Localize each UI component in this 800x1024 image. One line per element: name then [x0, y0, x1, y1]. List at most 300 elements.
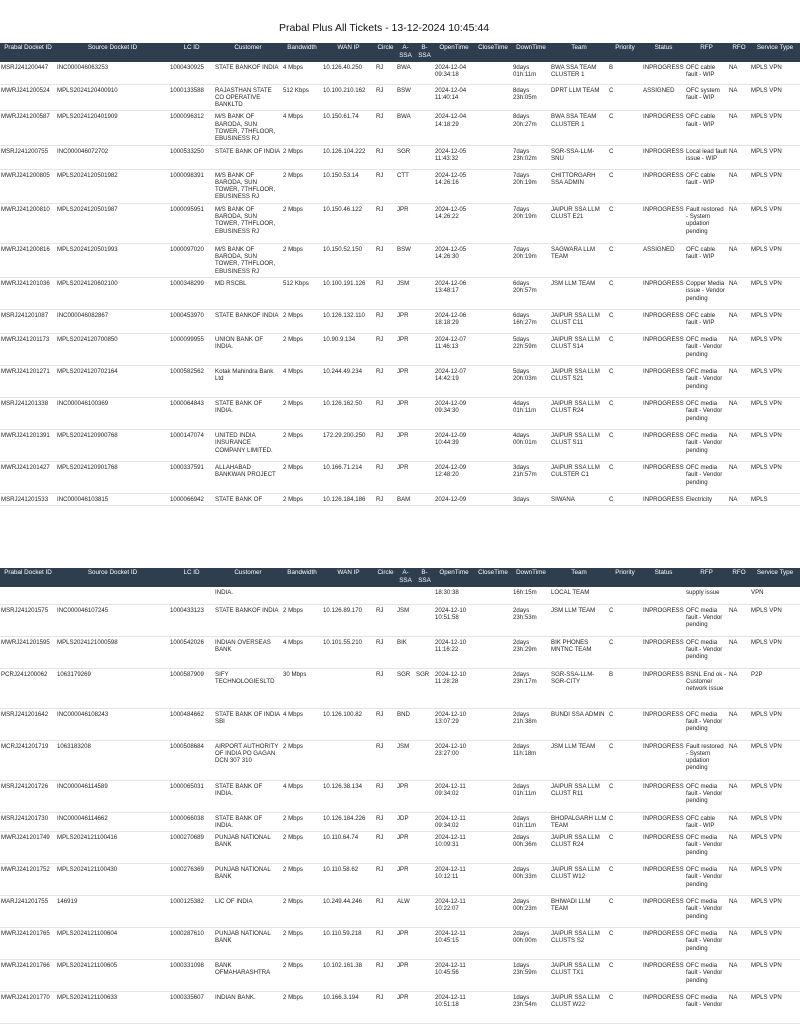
table-row	[0, 604, 800, 636]
cell-wan-ip: 10.126.184.186	[322, 493, 375, 505]
cell-prabal-docket-id: MSRJ241200755	[0, 145, 56, 169]
cell-team: BWA SSA TEAM CLUSTER 1	[550, 111, 608, 145]
cell-circle: RJ	[375, 493, 396, 505]
cell-down-time: 7days 20h:19m	[512, 203, 550, 243]
cell-down-time: 4days 00h:01m	[512, 429, 550, 461]
cell-prabal-docket-id: MWRJ241201765	[0, 928, 56, 960]
cell-source-docket-id: INC000046082867	[56, 309, 169, 333]
cell-close-time	[474, 365, 512, 397]
cell-rfo: NA	[728, 864, 750, 896]
cell-rfo: NA	[728, 365, 750, 397]
cell-status: INPROGRESS	[642, 636, 685, 668]
cell-b-ssa	[415, 740, 434, 780]
cell-lc-id: 1000433123	[169, 604, 214, 636]
cell-bandwidth: 2 Mbps	[282, 397, 322, 429]
cell-rfo: NA	[728, 277, 750, 309]
cell-customer: AIRPORT AUTHORITY OF INDIA PO GAGAN DCN 307 310	[214, 740, 282, 780]
table-row	[0, 145, 800, 169]
cell-close-time	[474, 928, 512, 960]
cell-a-ssa: CTT	[396, 169, 415, 203]
cell-circle: RJ	[375, 461, 396, 493]
cell-bandwidth: 4 Mbps	[282, 111, 322, 145]
cell-priority: C	[608, 864, 642, 896]
table-row	[0, 587, 800, 604]
cell-priority: C	[608, 493, 642, 505]
table-row	[0, 461, 800, 493]
cell-team: SAGWARA LLM TEAM	[550, 243, 608, 277]
cell-b-ssa	[415, 277, 434, 309]
table-row	[0, 992, 800, 1024]
table-row	[0, 636, 800, 668]
cell-status: INPROGRESS	[642, 365, 685, 397]
cell-status: INPROGRESS	[642, 145, 685, 169]
cell-b-ssa	[415, 636, 434, 668]
cell-circle: RJ	[375, 928, 396, 960]
cell-rfp: OFC cable fault - WIP	[685, 812, 728, 832]
cell-circle: RJ	[375, 145, 396, 169]
cell-lc-id: 1000533250	[169, 145, 214, 169]
cell-rfp: OFC system fault - WIP	[685, 84, 728, 111]
cell-lc-id: 1000348299	[169, 277, 214, 309]
cell-close-time	[474, 896, 512, 928]
cell-customer: Kotak Mahindra Bank Ltd	[214, 365, 282, 397]
cell-bandwidth: 2 Mbps	[282, 493, 322, 505]
column-header-service-type: Service Type	[750, 568, 800, 587]
cell-rfp: OFC media fault - Vendor pending	[685, 780, 728, 812]
cell-service-type: MPLS VPN	[750, 812, 800, 832]
cell-rfo: NA	[728, 333, 750, 365]
cell-circle: RJ	[375, 604, 396, 636]
cell-bandwidth: 2 Mbps	[282, 604, 322, 636]
cell-prabal-docket-id: MWRJ241201752	[0, 864, 56, 896]
cell-source-docket-id: MPLS2024120400910	[56, 84, 169, 111]
cell-priority: C	[608, 740, 642, 780]
cell-open-time: 2024-12-11 10:22:07	[434, 896, 474, 928]
cell-service-type: MPLS VPN	[750, 397, 800, 429]
cell-priority: C	[608, 928, 642, 960]
cell-rfo: NA	[728, 992, 750, 1024]
cell-priority: C	[608, 365, 642, 397]
cell-b-ssa	[415, 493, 434, 505]
table-body	[0, 587, 800, 1024]
cell-team: SGR-SSA-LLM-SGR-CITY	[550, 668, 608, 708]
column-header-customer: Customer	[214, 43, 282, 62]
table-row	[0, 740, 800, 780]
cell-rfo: NA	[728, 928, 750, 960]
cell-a-ssa: JPR	[396, 203, 415, 243]
cell-customer: STATE BANK OF INDIA.	[214, 812, 282, 832]
cell-priority: C	[608, 812, 642, 832]
cell-rfo: NA	[728, 111, 750, 145]
column-header-bandwidth: Bandwidth	[282, 568, 322, 587]
cell-rfp: OFC media fault - Vendor pending	[685, 636, 728, 668]
cell-bandwidth: 2 Mbps	[282, 832, 322, 864]
cell-source-docket-id: MPLS2024120702164	[56, 365, 169, 397]
cell-service-type: MPLS VPN	[750, 708, 800, 740]
cell-a-ssa: JSM	[396, 604, 415, 636]
cell-source-docket-id: MPLS2024120501982	[56, 169, 169, 203]
cell-b-ssa	[415, 243, 434, 277]
cell-wan-ip: 10.100.191.126	[322, 277, 375, 309]
cell-close-time	[474, 992, 512, 1024]
cell-prabal-docket-id: MSRJ241201730	[0, 812, 56, 832]
cell-rfp: OFC media fault - Vendor pending	[685, 365, 728, 397]
cell-close-time	[474, 397, 512, 429]
cell-prabal-docket-id: MWRJ241201766	[0, 960, 56, 992]
cell-rfo: NA	[728, 145, 750, 169]
cell-circle: RJ	[375, 708, 396, 740]
column-header-rfp: RFP	[685, 568, 728, 587]
cell-open-time: 2024-12-11 10:09:31	[434, 832, 474, 864]
cell-rfo: NA	[728, 636, 750, 668]
cell-down-time: 1days 23h:59m	[512, 960, 550, 992]
cell-service-type: MPLS VPN	[750, 365, 800, 397]
cell-service-type: MPLS VPN	[750, 896, 800, 928]
column-header-open-time: OpenTime	[434, 43, 474, 62]
column-header-source-docket-id: Source Docket ID	[56, 568, 169, 587]
table-row	[0, 708, 800, 740]
cell-open-time: 2024-12-05 14:26:30	[434, 243, 474, 277]
table-row	[0, 62, 800, 84]
cell-prabal-docket-id: MWRJ241200587	[0, 111, 56, 145]
cell-a-ssa: JSM	[396, 277, 415, 309]
cell-a-ssa: JPR	[396, 333, 415, 365]
cell-service-type: MPLS VPN	[750, 780, 800, 812]
cell-b-ssa	[415, 309, 434, 333]
cell-service-type: MPLS VPN	[750, 740, 800, 780]
cell-prabal-docket-id: MWRJ241200810	[0, 203, 56, 243]
cell-status: INPROGRESS	[642, 429, 685, 461]
cell-team: JAIPUR SSA LLM CLUST TX1	[550, 960, 608, 992]
cell-priority: C	[608, 461, 642, 493]
cell-prabal-docket-id: MSRJ241201087	[0, 309, 56, 333]
cell-priority: C	[608, 960, 642, 992]
cell-bandwidth: 4 Mbps	[282, 365, 322, 397]
cell-bandwidth: 4 Mbps	[282, 708, 322, 740]
cell-source-docket-id: MPLS2024120501993	[56, 243, 169, 277]
cell-down-time: 8days 23h:05m	[512, 84, 550, 111]
table-row	[0, 780, 800, 812]
cell-a-ssa: JPR	[396, 365, 415, 397]
cell-prabal-docket-id: MSRJ241201642	[0, 708, 56, 740]
cell-prabal-docket-id: MWRJ241201391	[0, 429, 56, 461]
cell-rfp: Electricity	[685, 493, 728, 505]
cell-priority: B	[608, 668, 642, 708]
cell-bandwidth: 30 Mbps	[282, 668, 322, 708]
cell-down-time: 2days 00h:00m	[512, 928, 550, 960]
cell-service-type: VPN	[750, 587, 800, 604]
cell-a-ssa: BIK	[396, 636, 415, 668]
cell-bandwidth: 2 Mbps	[282, 429, 322, 461]
cell-circle: RJ	[375, 309, 396, 333]
cell-lc-id: 1000453970	[169, 309, 214, 333]
cell-status: INPROGRESS	[642, 397, 685, 429]
cell-open-time: 2024-12-09 09:34:30	[434, 397, 474, 429]
cell-service-type: MPLS VPN	[750, 243, 800, 277]
cell-wan-ip	[322, 587, 375, 604]
cell-rfp: OFC cable fault - WIP	[685, 243, 728, 277]
cell-customer: RAJASTHAN STATE CO OPERATIVE BANKLTD	[214, 84, 282, 111]
cell-rfo: NA	[728, 960, 750, 992]
column-header-priority: Priority	[608, 43, 642, 62]
column-header-circle: Circle	[375, 43, 396, 62]
cell-open-time: 2024-12-10 11:28:28	[434, 668, 474, 708]
cell-status: INPROGRESS	[642, 333, 685, 365]
cell-team: JAIPUR SSA LLM CLUST R11	[550, 780, 608, 812]
cell-team: DPRT LLM TEAM	[550, 84, 608, 111]
cell-circle: RJ	[375, 636, 396, 668]
cell-rfo: NA	[728, 84, 750, 111]
cell-team: JAIPUR SSA LLM CLUSTS S2	[550, 928, 608, 960]
table-row	[0, 397, 800, 429]
cell-team: LOCAL TEAM	[550, 587, 608, 604]
cell-status: INPROGRESS	[642, 740, 685, 780]
column-header-team: Team	[550, 568, 608, 587]
cell-circle: RJ	[375, 397, 396, 429]
column-header-rfp: RFP	[685, 43, 728, 62]
cell-customer: M/S BANK OF BARODA, SUN TOWER, 7THFLOOR, EBUSINESS RJ	[214, 111, 282, 145]
cell-rfp: BSNL End ok - Customer network issue	[685, 668, 728, 708]
cell-prabal-docket-id: MSRJ241201726	[0, 780, 56, 812]
table-row	[0, 864, 800, 896]
cell-rfo: NA	[728, 429, 750, 461]
cell-bandwidth: 4 Mbps	[282, 62, 322, 84]
cell-source-docket-id: 146919	[56, 896, 169, 928]
cell-close-time	[474, 668, 512, 708]
column-header-source-docket-id: Source Docket ID	[56, 43, 169, 62]
cell-source-docket-id: MPLS2024120900768	[56, 429, 169, 461]
cell-lc-id: 1000098391	[169, 169, 214, 203]
cell-wan-ip: 10.110.59.218	[322, 928, 375, 960]
cell-service-type: MPLS VPN	[750, 604, 800, 636]
cell-a-ssa	[396, 587, 415, 604]
column-header-rfo: RFO	[728, 568, 750, 587]
cell-prabal-docket-id: MWRJ241201595	[0, 636, 56, 668]
cell-rfo: NA	[728, 309, 750, 333]
cell-source-docket-id: MPLS2024120501987	[56, 203, 169, 243]
cell-down-time: 1days 23h:54m	[512, 992, 550, 1024]
cell-rfo	[728, 587, 750, 604]
cell-close-time	[474, 277, 512, 309]
cell-rfp: supply issue	[685, 587, 728, 604]
cell-source-docket-id: 1063179269	[56, 668, 169, 708]
cell-b-ssa	[415, 365, 434, 397]
cell-source-docket-id: MPLS2024120700850	[56, 333, 169, 365]
cell-team: JSM LLM TEAM	[550, 604, 608, 636]
cell-team: JAIPUR SSA LLM CLUST R24	[550, 397, 608, 429]
cell-priority: C	[608, 277, 642, 309]
cell-wan-ip: 10.126.38.134	[322, 780, 375, 812]
cell-priority: C	[608, 243, 642, 277]
cell-close-time	[474, 604, 512, 636]
cell-a-ssa: BND	[396, 708, 415, 740]
cell-bandwidth: 2 Mbps	[282, 309, 322, 333]
cell-priority: C	[608, 145, 642, 169]
cell-b-ssa	[415, 333, 434, 365]
cell-lc-id: 1000508684	[169, 740, 214, 780]
cell-service-type: MPLS VPN	[750, 928, 800, 960]
column-header-close-time: CloseTime	[474, 568, 512, 587]
cell-service-type: P2P	[750, 668, 800, 708]
cell-team: SIWANA	[550, 493, 608, 505]
cell-rfp: OFC cable fault - WIP	[685, 111, 728, 145]
cell-circle: RJ	[375, 740, 396, 780]
column-header-rfo: RFO	[728, 43, 750, 62]
cell-rfp: OFC media fault - Vendor pending	[685, 461, 728, 493]
cell-open-time: 2024-12-05 14:26:16	[434, 169, 474, 203]
cell-bandwidth: 4 Mbps	[282, 636, 322, 668]
cell-service-type: MPLS VPN	[750, 864, 800, 896]
cell-team: BHIWADI LLM TEAM	[550, 896, 608, 928]
cell-source-docket-id: MPLS2024120602100	[56, 277, 169, 309]
cell-wan-ip: 10.90.9.134	[322, 333, 375, 365]
cell-wan-ip: 10.126.162.50	[322, 397, 375, 429]
column-header-down-time: DownTime	[512, 43, 550, 62]
column-header-a-ssa: A-SSA	[396, 43, 415, 62]
cell-a-ssa: JPR	[396, 960, 415, 992]
cell-service-type: MPLS VPN	[750, 145, 800, 169]
cell-wan-ip: 10.166.3.194	[322, 992, 375, 1024]
cell-rfo: NA	[728, 493, 750, 505]
cell-wan-ip	[322, 740, 375, 780]
cell-down-time: 2days 00h:23m	[512, 896, 550, 928]
cell-priority: C	[608, 397, 642, 429]
cell-b-ssa	[415, 708, 434, 740]
cell-down-time: 4days 01h:11m	[512, 397, 550, 429]
cell-team: BIK PHONES MNTNC TEAM	[550, 636, 608, 668]
cell-open-time: 2024-12-11 10:12:11	[434, 864, 474, 896]
cell-service-type: MPLS VPN	[750, 832, 800, 864]
cell-status: INPROGRESS	[642, 169, 685, 203]
cell-status: INPROGRESS	[642, 864, 685, 896]
cell-priority: C	[608, 429, 642, 461]
cell-bandwidth: 2 Mbps	[282, 960, 322, 992]
cell-wan-ip: 10.110.58.62	[322, 864, 375, 896]
cell-down-time: 2days 21h:38m	[512, 708, 550, 740]
cell-rfo: NA	[728, 62, 750, 84]
cell-a-ssa: BSW	[396, 243, 415, 277]
cell-circle: RJ	[375, 169, 396, 203]
cell-down-time: 7days 20h:19m	[512, 169, 550, 203]
cell-a-ssa: SGR	[396, 668, 415, 708]
column-header-status: Status	[642, 568, 685, 587]
cell-a-ssa: JDP	[396, 812, 415, 832]
cell-customer: M/S BANK OF BARODA, SUN TOWER, 7THFLOOR, EBUSINESS RJ	[214, 203, 282, 243]
cell-close-time	[474, 461, 512, 493]
cell-close-time	[474, 203, 512, 243]
cell-wan-ip: 10.150.46.122	[322, 203, 375, 243]
cell-circle: RJ	[375, 896, 396, 928]
cell-bandwidth: 2 Mbps	[282, 461, 322, 493]
cell-open-time: 2024-12-10 10:51:58	[434, 604, 474, 636]
cell-wan-ip: 10.100.210.162	[322, 84, 375, 111]
cell-close-time	[474, 62, 512, 84]
cell-lc-id: 1000066942	[169, 493, 214, 505]
cell-source-docket-id: MPLS2024120901768	[56, 461, 169, 493]
cell-rfo: NA	[728, 203, 750, 243]
cell-priority: C	[608, 636, 642, 668]
cell-lc-id: 1000096312	[169, 111, 214, 145]
cell-status: INPROGRESS	[642, 277, 685, 309]
cell-open-time: 2024-12-11 10:51:18	[434, 992, 474, 1024]
cell-open-time: 2024-12-07 14:42:19	[434, 365, 474, 397]
cell-rfo: NA	[728, 812, 750, 832]
cell-rfp: Local lead fault issue - WIP	[685, 145, 728, 169]
cell-prabal-docket-id: MWRJ241201036	[0, 277, 56, 309]
cell-down-time: 2days 23h:53m	[512, 604, 550, 636]
cell-down-time: 2days 23h:29m	[512, 636, 550, 668]
cell-close-time	[474, 333, 512, 365]
table-row	[0, 832, 800, 864]
cell-b-ssa	[415, 84, 434, 111]
column-header-team: Team	[550, 43, 608, 62]
cell-open-time: 2024-12-04 09:34:18	[434, 62, 474, 84]
cell-circle: RJ	[375, 333, 396, 365]
table-header-row	[0, 568, 800, 587]
cell-lc-id: 1000484662	[169, 708, 214, 740]
cell-source-docket-id: 1063183208	[56, 740, 169, 780]
cell-close-time	[474, 309, 512, 333]
cell-lc-id: 1000125382	[169, 896, 214, 928]
cell-rfp: OFC cable fault - WIP	[685, 169, 728, 203]
cell-lc-id: 1000287610	[169, 928, 214, 960]
cell-bandwidth: 2 Mbps	[282, 740, 322, 780]
cell-priority: C	[608, 896, 642, 928]
column-header-open-time: OpenTime	[434, 568, 474, 587]
cell-source-docket-id: INC000046107245	[56, 604, 169, 636]
cell-source-docket-id: MPLS2024121100633	[56, 992, 169, 1024]
cell-lc-id: 1000066038	[169, 812, 214, 832]
cell-service-type: MPLS VPN	[750, 461, 800, 493]
cell-wan-ip: 172.29.200.250	[322, 429, 375, 461]
cell-circle: RJ	[375, 668, 396, 708]
cell-circle: RJ	[375, 62, 396, 84]
cell-b-ssa	[415, 145, 434, 169]
cell-down-time: 3days	[512, 493, 550, 505]
cell-team: BHOPALGARH LLM TEAM	[550, 812, 608, 832]
cell-a-ssa: BSW	[396, 84, 415, 111]
cell-open-time: 18:30:38	[434, 587, 474, 604]
cell-down-time: 6days 20h:57m	[512, 277, 550, 309]
cell-customer: STATE BANK OF	[214, 493, 282, 505]
cell-close-time	[474, 587, 512, 604]
cell-open-time: 2024-12-11 10:45:15	[434, 928, 474, 960]
cell-close-time	[474, 740, 512, 780]
cell-customer: INDIA.	[214, 587, 282, 604]
column-header-b-ssa: B-SSA	[415, 568, 434, 587]
cell-customer: UNITED INDIA INSURANCE COMPANY LIMITED.	[214, 429, 282, 461]
table-row	[0, 668, 800, 708]
cell-team: SGR-SSA-LLM-SNU	[550, 145, 608, 169]
cell-customer: PUNJAB NATIONAL BANK	[214, 832, 282, 864]
cell-circle: RJ	[375, 365, 396, 397]
cell-wan-ip: 10.102.161.38	[322, 960, 375, 992]
cell-bandwidth: 2 Mbps	[282, 992, 322, 1024]
column-header-a-ssa: A-SSA	[396, 568, 415, 587]
cell-circle: RJ	[375, 84, 396, 111]
cell-close-time	[474, 243, 512, 277]
cell-a-ssa: JPR	[396, 780, 415, 812]
cell-close-time	[474, 864, 512, 896]
cell-rfo: NA	[728, 740, 750, 780]
cell-customer: M/S BANK OF BARODA, SUN TOWER, 7THFLOOR, EBUSINESS RJ	[214, 243, 282, 277]
cell-service-type: MPLS VPN	[750, 992, 800, 1024]
cell-prabal-docket-id: MSRJ241201338	[0, 397, 56, 429]
cell-customer: PUNJAB NATIONAL BANK	[214, 928, 282, 960]
cell-team: CHITTORGARH SSA ADMIN	[550, 169, 608, 203]
cell-status: INPROGRESS	[642, 461, 685, 493]
table-body	[0, 62, 800, 506]
